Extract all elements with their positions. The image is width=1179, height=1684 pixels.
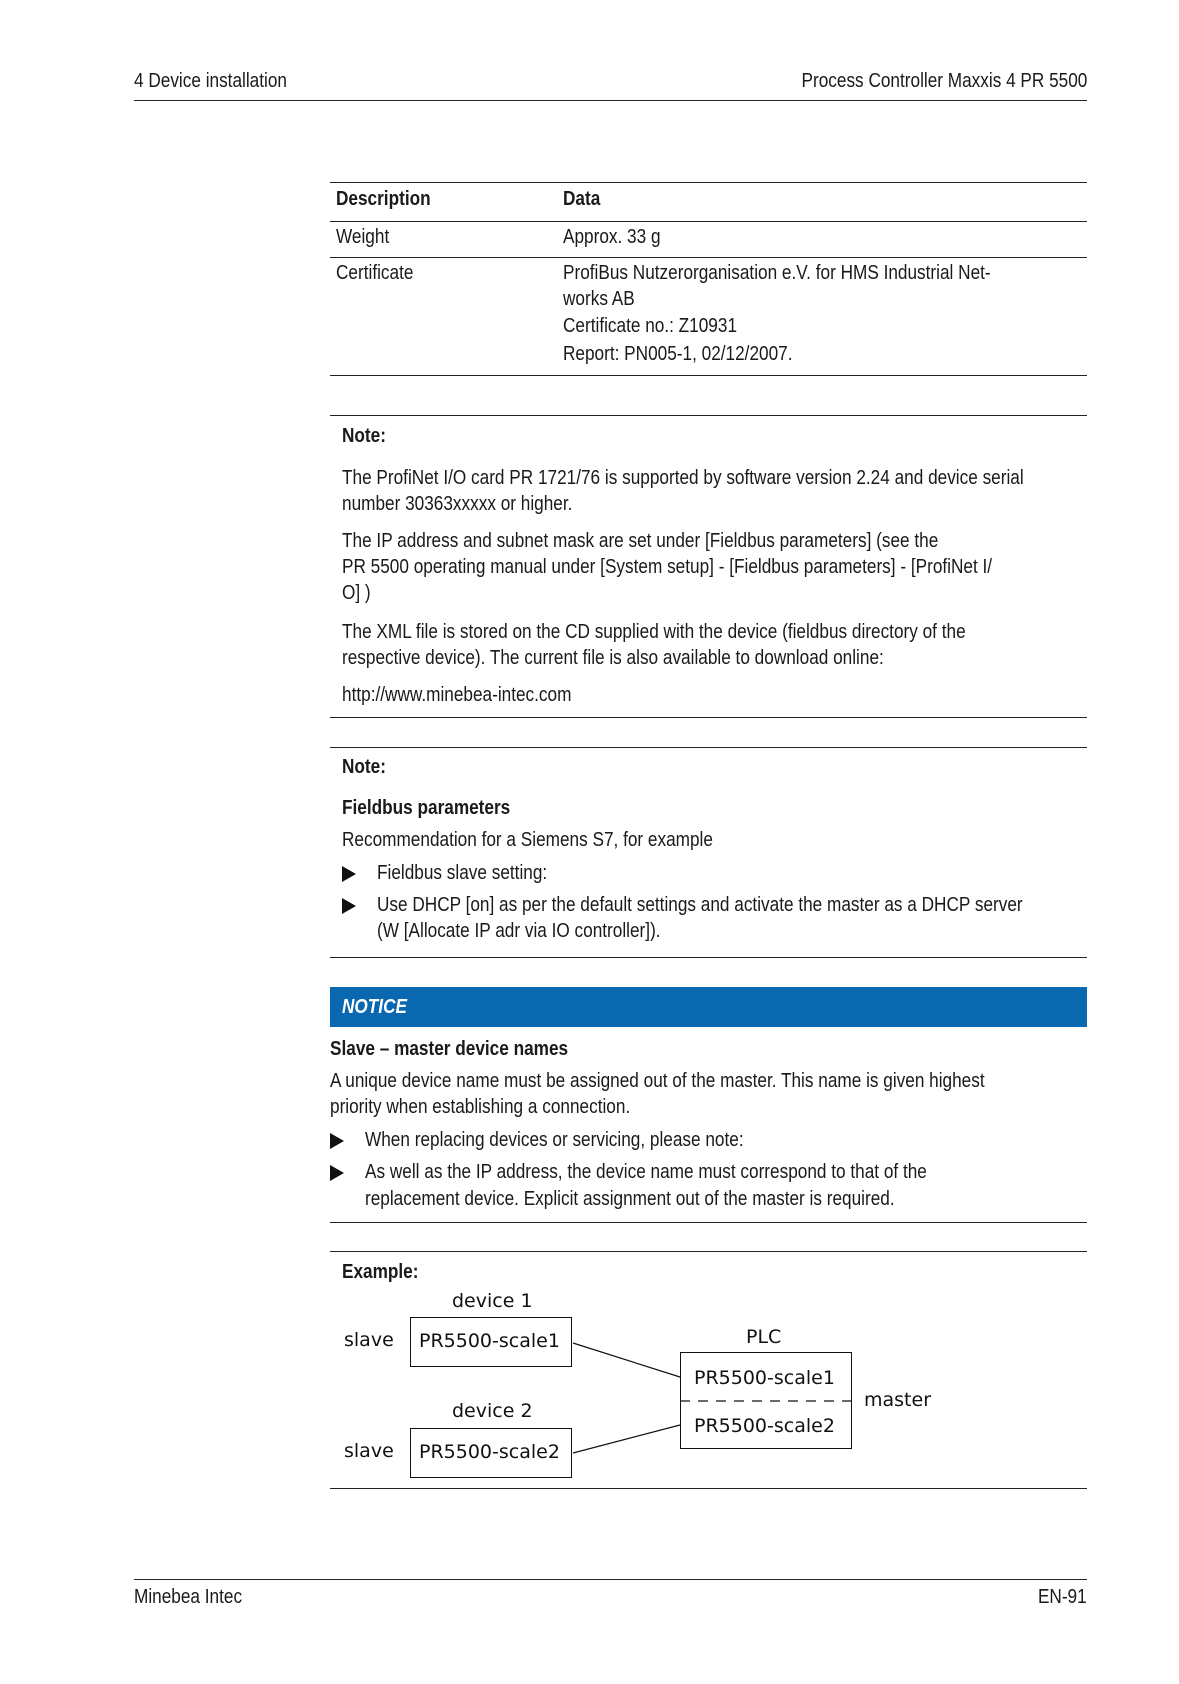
- plc-entry-2: PR5500-scale2: [694, 1415, 835, 1437]
- notice-bullet-line: When replacing devices or servicing, please note:: [365, 1129, 744, 1151]
- notice-label: NOTICE: [342, 996, 407, 1018]
- note2-intro: Recommendation for a Siemens S7, for example: [342, 829, 713, 851]
- notice-title: Slave – master device names: [330, 1038, 569, 1060]
- note2-bullet-line: Fieldbus slave setting:: [377, 862, 548, 884]
- note1-paragraph-line: The IP address and subnet mask are set under [Fieldbus parameters] (see the: [342, 530, 939, 552]
- example-title: Example:: [342, 1261, 419, 1283]
- connector-device2-plc: [573, 1425, 680, 1453]
- table-cell-certificate-line: works AB: [563, 288, 635, 310]
- note1-paragraph-line: number 30363xxxxx or higher.: [342, 493, 573, 515]
- note2-title: Note:: [342, 756, 386, 778]
- notice-bullet-line: As well as the IP address, the device name must correspond to that of the: [365, 1161, 927, 1183]
- note1-paragraph-line: O] ): [342, 582, 371, 604]
- slave1-label: slave: [344, 1329, 394, 1351]
- note2-subtitle: Fieldbus parameters: [342, 797, 511, 819]
- note2-bullet-line: Use DHCP [on] as per the default settings and activate the master as a DHCP server: [377, 894, 1023, 916]
- device1-name: PR5500-scale1: [419, 1330, 560, 1352]
- table-header-data: Data: [563, 188, 601, 210]
- table-cell-certificate-line: Report: PN005-1, 02/12/2007.: [563, 343, 793, 365]
- master-label: master: [864, 1389, 932, 1411]
- footer-rule: [134, 1579, 1087, 1580]
- slave2-label: slave: [344, 1440, 394, 1462]
- note1-url[interactable]: http://www.minebea-intec.com: [342, 684, 572, 706]
- example-bottom-rule: [330, 1488, 1087, 1489]
- table-header-description: Description: [336, 188, 431, 210]
- device2-label: device 2: [452, 1400, 533, 1422]
- plc-label: PLC: [746, 1326, 782, 1348]
- table-cell-weight-label: Weight: [336, 226, 390, 248]
- note1-paragraph-line: The ProfiNet I/O card PR 1721/76 is supported by software version 2.24 and device serial: [342, 467, 1024, 489]
- footer-page-number: EN-91: [1038, 1586, 1087, 1608]
- connector-device1-plc: [573, 1343, 680, 1377]
- footer-company: Minebea Intec: [134, 1586, 243, 1608]
- device1-label: device 1: [452, 1290, 533, 1312]
- note1-paragraph-line: The XML file is stored on the CD supplied with the device (fieldbus directory of the: [342, 621, 966, 643]
- note1-paragraph-line: PR 5500 operating manual under [System setup] - [Fieldbus parameters] - [ProfiNet I/: [342, 556, 993, 578]
- note1-title: Note:: [342, 425, 386, 447]
- notice-bullet-line: replacement device. Explicit assignment out of the master is required.: [365, 1188, 895, 1210]
- table-cell-certificate-line: Certificate no.: Z10931: [563, 315, 738, 337]
- notice-body-line: priority when establishing a connection.: [330, 1096, 631, 1118]
- note2-bullet-line: (W [Allocate IP adr via IO controller]).: [377, 920, 661, 942]
- table-cell-certificate-label: Certificate: [336, 262, 414, 284]
- notice-body-line: A unique device name must be assigned out of the master. This name is given highest: [330, 1070, 985, 1092]
- note1-paragraph-line: respective device). The current file is also available to download online:: [342, 647, 884, 669]
- table-cell-certificate-line: ProfiBus Nutzerorganisation e.V. for HMS Industrial Net-: [563, 262, 991, 284]
- plc-entry-1: PR5500-scale1: [694, 1367, 835, 1389]
- header-document-title: Process Controller Maxxis 4 PR 5500: [801, 70, 1087, 92]
- device2-name: PR5500-scale2: [419, 1441, 560, 1463]
- header-section-title: 4 Device installation: [134, 70, 287, 92]
- table-cell-weight-value: Approx. 33 g: [563, 226, 661, 248]
